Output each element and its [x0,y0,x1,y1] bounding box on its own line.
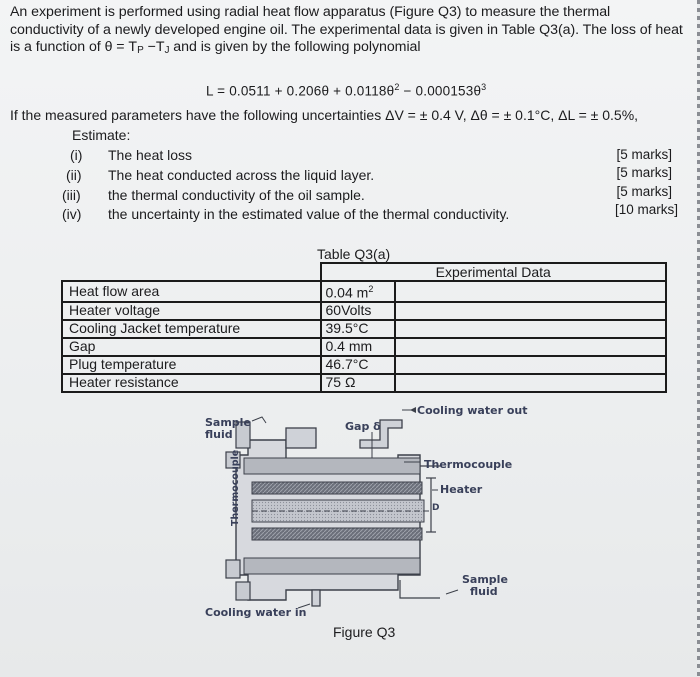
param-cell: Plug temperature [62,356,321,374]
task-number: (ii) [66,167,82,183]
task-text: the uncertainty in the estimated value of the thermal conductivity. [108,206,510,222]
value-cell: 60Volts [321,302,395,320]
table-caption: Table Q3(a) [317,246,391,262]
label-sample-fluid-top: Sample [205,416,251,429]
task-marks: [10 marks] [614,202,678,217]
heat-loss-equation: $L = 0.0511 + 0.206\theta + 0.0118\theta^2 - 0.000153\theta^3$ [206,82,487,99]
task-number: (iii) [62,187,81,203]
value-cell: 0.4 mm [321,338,395,356]
label-d: D [432,503,440,513]
figure-caption: Figure Q3 [333,624,396,640]
task-text: the thermal conductivity of the oil sample. [108,187,365,203]
value-cell: 0.04 $m^2$ [321,281,395,302]
task-text: The heat loss [108,147,193,163]
value-cell: 39.5°C [321,320,395,338]
label-sample-fluid-top: fluid [205,428,233,441]
task-number: (iv) [62,206,82,222]
param-cell: Heater voltage [62,302,321,320]
uncertainty-line: If the measured parameters have the following uncertainties ΔV = ± 0.4 V, Δθ = ± 0.1°C, ΔL = ± 0.5%, [10,107,639,123]
value-cell: 46.7°C [321,356,395,374]
estimate-label: Estimate: [72,127,131,143]
label-gap: Gap δ [345,420,381,433]
task-marks: [5 marks] [616,184,672,199]
param-cell: Cooling Jacket temperature [62,320,321,338]
label-cooling-water-out: Cooling water out [417,404,528,417]
label-sample-fluid-bottom: Sample [462,573,508,586]
label-thermocouple-right: Thermocouple [424,458,513,471]
table-header: Experimental Data [321,263,667,281]
param-cell: Gap [62,338,321,356]
question-intro: An experiment is performed using radial heat flow apparatus (Figure Q3) to measure the thermal conductivity of a newly developed engine oil. The experimental data is given in Table Q3(a). The loss of heat is a function of $\theta = T_P -T_J$ and is given by the following polynomial [10,4,683,56]
param-cell: Heater resistance [62,374,321,392]
label-cooling-water-in: Cooling water in [205,606,307,619]
task-text: The heat conducted across the liquid layer. [108,167,375,183]
label-sample-fluid-bottom: fluid [470,585,498,598]
task-marks: [5 marks] [616,147,672,162]
value-cell: 75 Ω [321,374,395,392]
task-number: (i) [70,147,83,163]
label-thermocouple-left: Thermocouple [230,449,241,526]
task-marks: [5 marks] [616,165,672,180]
param-cell: Heat flow area [62,281,321,302]
label-heater: Heater [440,483,483,496]
plug-body [252,482,430,540]
